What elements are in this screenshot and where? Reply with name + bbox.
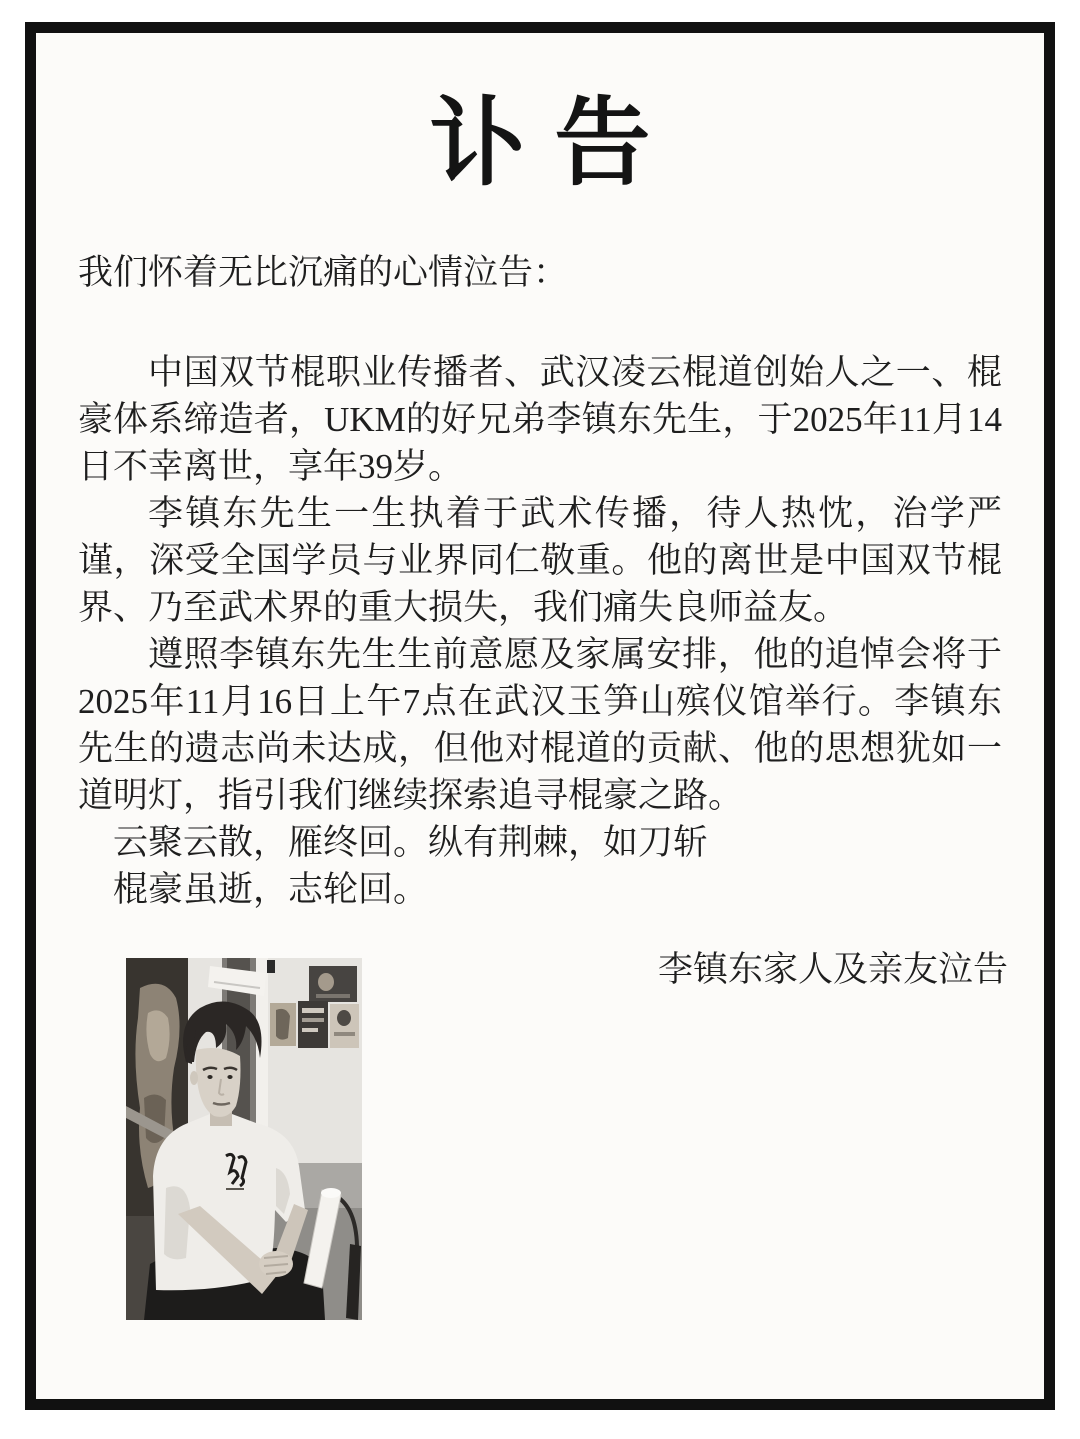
- page-title: 讣告: [429, 90, 680, 197]
- signature: 李镇东家人及亲友泣告: [657, 950, 1008, 989]
- paragraph-1: 中国双节棍职业传播者、武汉凌云棍道创始人之一、棍豪体系缔造者，UKM的好兄弟李镇东先生，于2025年11月14日不幸离世，享年39岁。: [78, 353, 1002, 487]
- portrait-photo: [126, 958, 362, 1320]
- paragraph-3: 遵照李镇东先生生前意愿及家属安排，他的追悼会将于2025年11月16日上午7点在武汉玉笋山殡仪馆举行。李镇东先生的遗志尚未达成，但他对棍道的贡献、他的思想犹如一道明灯，指引我们继续探索追寻棍豪之路。: [78, 635, 1002, 816]
- intro-line: 我们怀着无比沉痛的心情泣告：: [78, 253, 569, 293]
- poem-line-1: 云聚云散，雁终回。纵有荆棘，如刀斩: [113, 823, 709, 863]
- border-frame: [25, 22, 1055, 1410]
- body-text: [36, 249, 1044, 913]
- paragraph-2: 李镇东先生一生执着于武术传播，待人热忱，治学严谨，深受全国学员与业界同仁敬重。他的离世是中国双节棍界、乃至武术界的重大损失，我们痛失良师益友。: [78, 494, 1002, 628]
- poem-line-2: 棍豪虽逝，志轮回。: [113, 870, 429, 910]
